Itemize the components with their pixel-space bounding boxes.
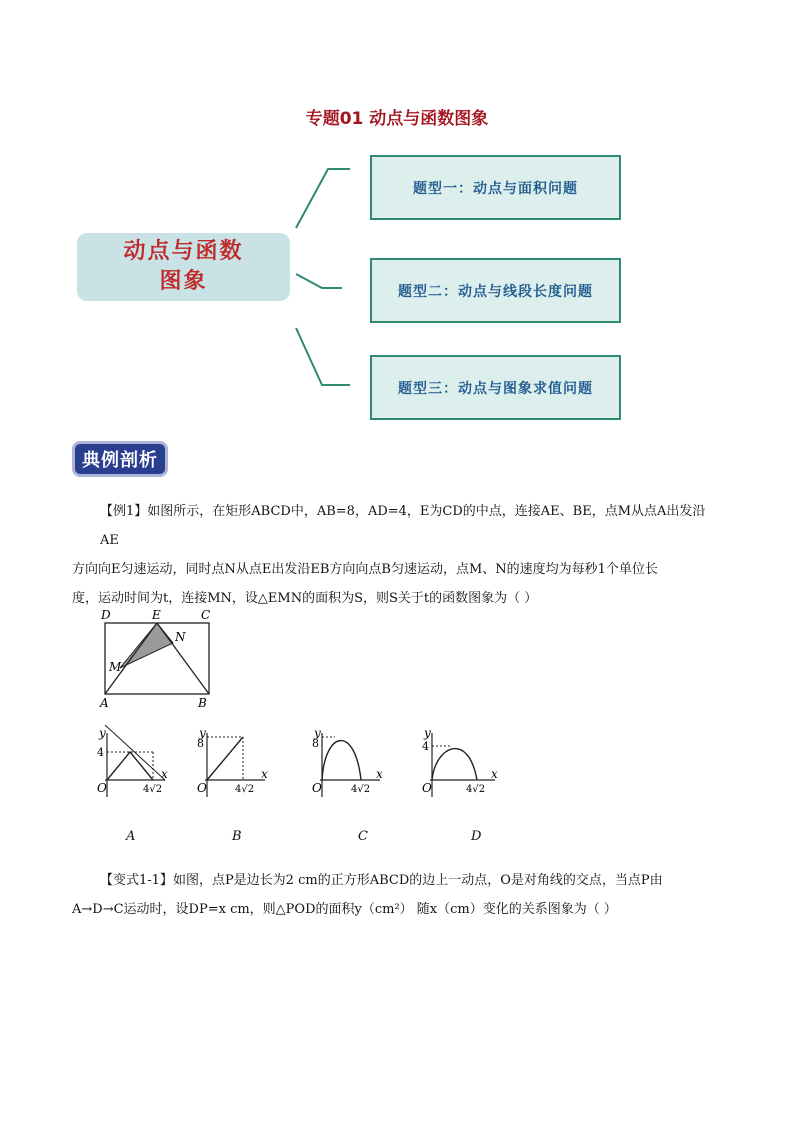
variant-paragraph [72, 866, 722, 924]
graph-C-ymark: 8 [312, 737, 319, 750]
branch-2-label: 题型二：动点与线段长度问题 [398, 283, 593, 300]
option-C-label: C [358, 829, 368, 844]
label-N: N [175, 630, 186, 644]
variant-tag: 【变式1-1】 [100, 873, 173, 888]
page-title: 专题01 动点与函数图象 [305, 109, 489, 129]
label-B: B [198, 696, 207, 710]
example1-tag: 【例1】 [100, 504, 148, 519]
branch-1-label: 题型一：动点与面积问题 [413, 180, 578, 197]
label-A: A [100, 696, 109, 710]
mindmap-center-line1: 动点与函数 [123, 239, 244, 264]
graph-A-xmark: 4√2 [143, 784, 163, 795]
variant-line2: A→D→C运动时，设DP=x cm，则△POD的面积y（cm²） 随x（cm）变化的关系图象为（ ） [72, 902, 617, 917]
graph-A-o: O [97, 781, 107, 795]
graph-D-x: x [491, 767, 498, 781]
option-A-label: A [126, 829, 136, 844]
graph-A-ymark: 4 [97, 746, 104, 759]
option-D-label: D [471, 829, 482, 844]
graph-D [422, 726, 498, 797]
example1-line1: 如图所示，在矩形ABCD中，AB=8，AD=4，E为CD的中点，连接AE、BE，点M从点A出发沿AE [100, 504, 706, 548]
example1-line2: 方向向E匀速运动，同时点N从点E出发沿EB方向向点B匀速运动，点M、N的速度均为每秒1个单位长 [72, 562, 658, 577]
graph-C-x: x [376, 767, 383, 781]
example1-paragraph [72, 497, 722, 613]
graph-B-o: O [197, 781, 207, 795]
rectangle-figure [95, 605, 225, 710]
graph-D-ymark: 4 [422, 740, 429, 753]
branch-3-label: 题型三：动点与图象求值问题 [398, 380, 593, 397]
branch-2 [370, 258, 621, 323]
graph-C-y: y [314, 726, 321, 740]
label-M: M [109, 660, 122, 674]
option-B-label: B [232, 829, 242, 844]
option-graphs [85, 725, 505, 805]
graph-D-o: O [422, 781, 432, 795]
graph-A-y: y [99, 726, 106, 740]
graph-A [97, 725, 168, 797]
graph-D-xmark: 4√2 [466, 784, 486, 795]
graph-B-ymark: 8 [197, 737, 204, 750]
graph-D-y: y [424, 726, 431, 740]
section-badge: 典例剖析 [72, 441, 168, 477]
graph-C-xmark: 4√2 [351, 784, 371, 795]
graph-B-y: y [199, 726, 206, 740]
graph-A-x: x [161, 767, 168, 781]
graph-C-o: O [312, 781, 322, 795]
branch-3 [370, 355, 621, 420]
graph-B-x: x [261, 767, 268, 781]
graph-C [312, 726, 383, 797]
graph-B-xmark: 4√2 [235, 784, 255, 795]
mindmap-center-line2: 图象 [159, 269, 208, 294]
label-C: C [201, 608, 211, 622]
label-E: E [152, 608, 161, 622]
graph-B [197, 726, 268, 797]
variant-line1: 如图，点P是边长为2 cm的正方形ABCD的边上一动点，O是对角线的交点，当点P由 [172, 873, 663, 888]
branch-1 [370, 155, 621, 220]
example1-line3: 度，运动时间为t，连接MN，设△EMN的面积为S，则S关于t的函数图象为（ ） [72, 591, 538, 606]
label-D: D [101, 608, 111, 622]
